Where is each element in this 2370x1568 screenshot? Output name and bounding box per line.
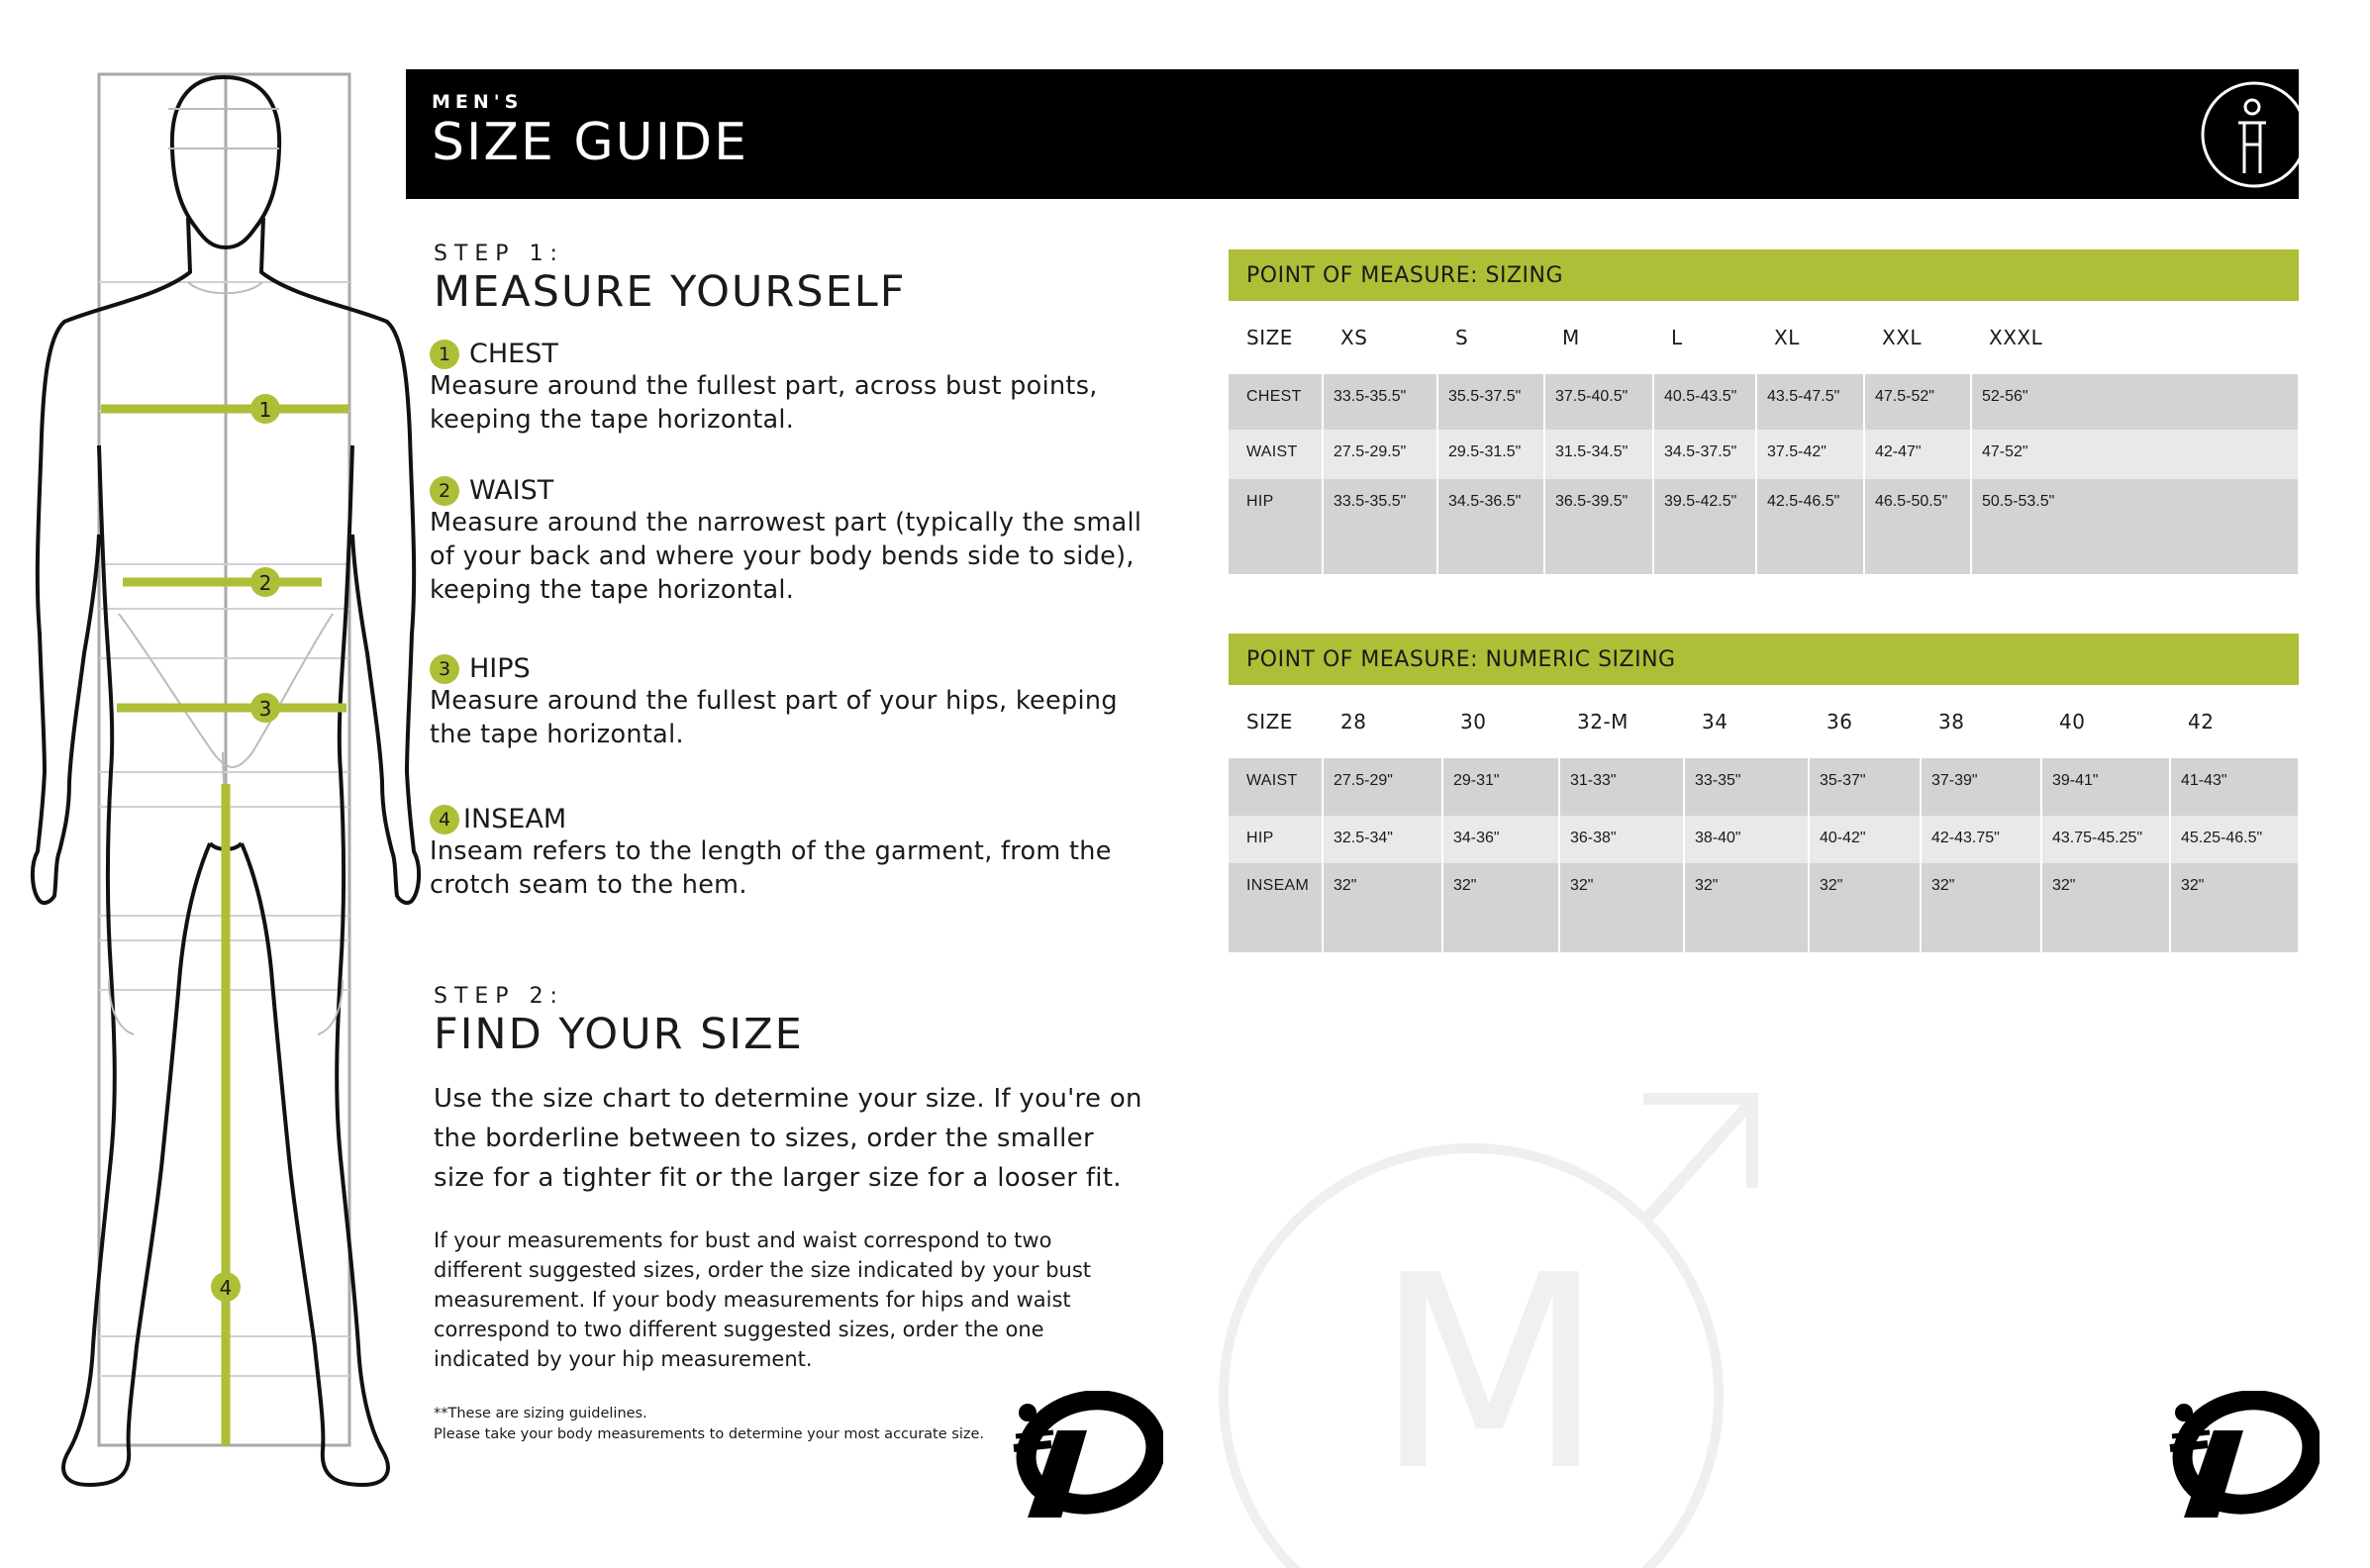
col-header: XS [1323, 301, 1437, 374]
table-cell: 40-42" [1809, 816, 1921, 863]
table-cell: 33.5-35.5" [1323, 374, 1437, 430]
col-header: 38 [1921, 685, 2041, 758]
sizing-table [1229, 249, 2299, 574]
col-header: XXL [1864, 301, 1971, 374]
sizing-header-row [1229, 301, 2299, 374]
table-row [1229, 430, 2299, 479]
table-cell: 36.5-39.5" [1544, 479, 1653, 574]
chest-number: 1 [430, 340, 459, 369]
table-cell: 36-38" [1559, 816, 1684, 863]
table-cell: 37.5-42" [1756, 430, 1864, 479]
table-cell: 32.5-34" [1323, 816, 1442, 863]
table-cell: 34.5-36.5" [1437, 479, 1544, 574]
table-cell: 42-47" [1864, 430, 1971, 479]
header-bar [406, 69, 2299, 199]
table-cell: 47.5-52" [1864, 374, 1971, 430]
numeric-table-grid [1229, 685, 2300, 952]
measure-item-inseam [430, 804, 1142, 902]
col-header: XL [1756, 301, 1864, 374]
table-cell: 34.5-37.5" [1653, 430, 1756, 479]
step2-title: FIND YOUR SIZE [434, 1010, 804, 1059]
table-cell: 50.5-53.5" [1971, 479, 2299, 574]
table-cell: 39.5-42.5" [1653, 479, 1756, 574]
table-cell: 42.5-46.5" [1756, 479, 1864, 574]
row-label: INSEAM [1229, 863, 1323, 952]
chest-heading: CHEST [469, 339, 558, 369]
table-cell: 33.5-35.5" [1323, 479, 1437, 574]
marker-2 [250, 567, 280, 597]
hips-heading: HIPS [469, 653, 531, 684]
table-cell: 31.5-34.5" [1544, 430, 1653, 479]
table-cell: 33-35" [1684, 758, 1809, 816]
numeric-sizing-table [1229, 634, 2299, 952]
waist-text: Measure around the narrowest part (typically the small of your back and where your body bends side to side), keeping the tape horizontal. [430, 508, 1142, 605]
brand-logo-icon [1000, 1391, 1163, 1524]
step1-label: STEP 1: [434, 242, 564, 266]
hips-number: 3 [430, 654, 459, 684]
waist-heading: WAIST [469, 475, 554, 506]
body-figure [0, 59, 455, 1524]
table-cell: 42-43.75" [1921, 816, 2041, 863]
row-label: WAIST [1229, 430, 1323, 479]
table-cell: 32" [1323, 863, 1442, 952]
brand-logo-icon-right [2156, 1391, 2320, 1524]
table-row [1229, 816, 2299, 863]
col-header: 30 [1442, 685, 1559, 758]
marker-1 [250, 394, 280, 424]
table-cell: 46.5-50.5" [1864, 479, 1971, 574]
row-label: WAIST [1229, 758, 1323, 816]
step2-detail: If your measurements for bust and waist correspond to two different suggested sizes, order the size indicated by your bust measurement. If your body measurements for hips and waist correspond to two different suggested sizes, order the one indicated by your hip measurement. [434, 1228, 1092, 1371]
inseam-number: 4 [430, 805, 459, 834]
row-label: CHEST [1229, 374, 1323, 430]
table-cell: 37.5-40.5" [1544, 374, 1653, 430]
numeric-table-title: POINT OF MEASURE: NUMERIC SIZING [1229, 634, 2299, 685]
table-row [1229, 758, 2299, 816]
table-cell: 39-41" [2041, 758, 2170, 816]
step2-paragraph: Use the size chart to determine your size. If you're on the borderline between to sizes, order the smaller size for a tighter fit or the larger size for a looser fit. [434, 1084, 1142, 1193]
col-header: 28 [1323, 685, 1442, 758]
sizing-table-grid [1229, 301, 2300, 574]
sizing-note-line1: **These are sizing guidelines. [434, 1406, 647, 1421]
svg-text:4: 4 [219, 1276, 233, 1300]
col-header: 32-M [1559, 685, 1684, 758]
col-header: XXXL [1971, 301, 2299, 374]
table-cell: 32" [2041, 863, 2170, 952]
table-cell: 41-43" [2170, 758, 2299, 816]
inseam-text: Inseam refers to the length of the garment, from the crotch seam to the hem. [430, 836, 1112, 900]
col-header: SIZE [1229, 301, 1323, 374]
table-cell: 37-39" [1921, 758, 2041, 816]
col-header: 40 [2041, 685, 2170, 758]
col-header: 34 [1684, 685, 1809, 758]
table-cell: 29-31" [1442, 758, 1559, 816]
table-cell: 45.25-46.5" [2170, 816, 2299, 863]
inseam-heading: INSEAM [463, 804, 567, 834]
watermark-letter: M [1374, 1218, 1605, 1529]
table-cell: 38-40" [1684, 816, 1809, 863]
table-row [1229, 374, 2299, 430]
marker-4 [211, 1272, 241, 1302]
table-row [1229, 479, 2299, 574]
table-cell: 32" [1921, 863, 2041, 952]
table-row [1229, 863, 2299, 952]
table-cell: 32" [1559, 863, 1684, 952]
step2-label: STEP 2: [434, 984, 564, 1009]
table-cell: 32" [1809, 863, 1921, 952]
table-cell: 29.5-31.5" [1437, 430, 1544, 479]
table-cell: 32" [1442, 863, 1559, 952]
measure-item-chest [430, 339, 1142, 437]
measure-item-waist [430, 475, 1142, 607]
table-cell: 40.5-43.5" [1653, 374, 1756, 430]
col-header: L [1653, 301, 1756, 374]
col-header: M [1544, 301, 1653, 374]
svg-text:1: 1 [258, 398, 272, 422]
table-cell: 52-56" [1971, 374, 2299, 430]
table-cell: 34-36" [1442, 816, 1559, 863]
col-header: 36 [1809, 685, 1921, 758]
measure-item-hips [430, 653, 1142, 751]
table-cell: 27.5-29" [1323, 758, 1442, 816]
numeric-header-row [1229, 685, 2299, 758]
page-title: SIZE GUIDE [432, 113, 748, 172]
table-cell: 32" [1684, 863, 1809, 952]
sizing-table-title: POINT OF MEASURE: SIZING [1229, 249, 2299, 301]
row-label: HIP [1229, 479, 1323, 574]
table-cell: 47-52" [1971, 430, 2299, 479]
table-cell: 43.5-47.5" [1756, 374, 1864, 430]
step1-title: MEASURE YOURSELF [434, 267, 907, 317]
table-cell: 27.5-29.5" [1323, 430, 1437, 479]
header-kicker: MEN'S [432, 91, 524, 113]
table-cell: 35.5-37.5" [1437, 374, 1544, 430]
person-icon [2195, 79, 2299, 190]
row-label: HIP [1229, 816, 1323, 863]
chest-text: Measure around the fullest part, across bust points, keeping the tape horizontal. [430, 371, 1098, 435]
col-header: SIZE [1229, 685, 1323, 758]
waist-number: 2 [430, 476, 459, 506]
table-cell: 43.75-45.25" [2041, 816, 2170, 863]
marker-3 [250, 693, 280, 723]
svg-text:3: 3 [258, 697, 272, 721]
hips-text: Measure around the fullest part of your hips, keeping the tape horizontal. [430, 686, 1118, 749]
table-cell: 31-33" [1559, 758, 1684, 816]
svg-text:2: 2 [258, 571, 272, 595]
col-header: 42 [2170, 685, 2299, 758]
table-cell: 35-37" [1809, 758, 1921, 816]
sizing-note-line2: Please take your body measurements to determine your most accurate size. [434, 1426, 984, 1442]
table-cell: 32" [2170, 863, 2299, 952]
col-header: S [1437, 301, 1544, 374]
